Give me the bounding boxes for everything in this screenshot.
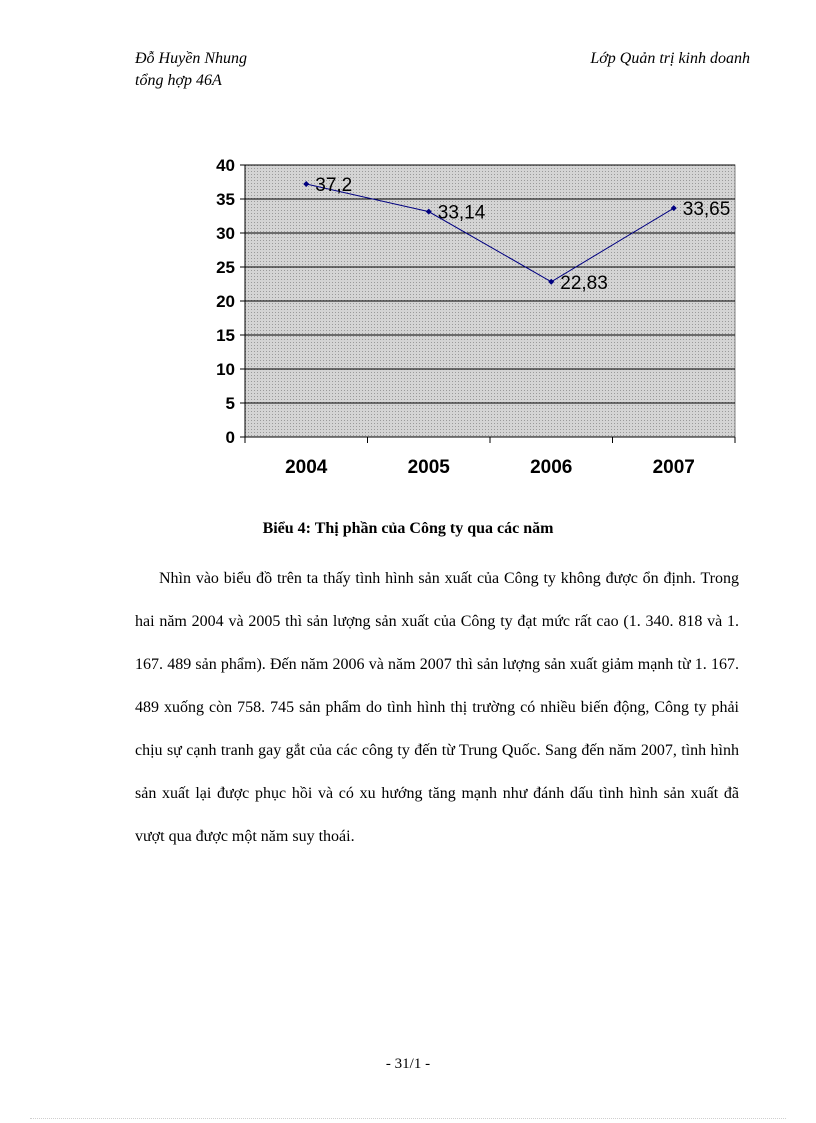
body-text: [135, 557, 739, 858]
header-class: Lớp Quản trị kinh doanh: [590, 50, 750, 67]
y-tick-label: 5: [225, 394, 235, 413]
y-tick-label: 15: [216, 326, 235, 345]
x-tick-label: 2005: [407, 457, 450, 478]
y-tick-label: 20: [216, 292, 235, 311]
bottom-divider: [30, 1118, 786, 1119]
x-tick-label: 2007: [652, 457, 695, 478]
y-tick-label: 30: [216, 224, 235, 243]
y-tick-label: 25: [216, 258, 235, 277]
y-tick-label: 40: [216, 156, 235, 175]
y-tick-label: 35: [216, 190, 235, 209]
header-author: [135, 48, 247, 92]
x-tick-label: 2006: [530, 457, 573, 478]
author-name: Đỗ Huyền Nhung: [135, 50, 247, 67]
data-label: 22,83: [560, 272, 608, 294]
author-class: tổng hợp 46A: [135, 72, 222, 89]
x-tick-label: 2004: [285, 457, 328, 478]
y-tick-label: 10: [216, 360, 235, 379]
page-number: - 31/1 -: [385, 1056, 431, 1072]
body-paragraph: Nhìn vào biểu đồ trên ta thấy tình hình sản xuất của Công ty không được ổn định. Trong hai năm 2004 và 2005 thì sản lượng sản xuất của Công ty đạt mức rất cao (1. 340. 818 và 1. 167. 489 sản phẩm). Đến năm 2006 và năm 2007 thì sản lượng sản xuất giảm mạnh từ 1. 167. 489 xuống còn 758. 745 sản phẩm do tình hình thị trường có nhiều biến động, Công ty phải chịu sự cạnh tranh gay gắt của các công ty đến từ Trung Quốc. Sang đến năm 2007, tình hình sản xuất lại được phục hồi và có xu hướng tăng mạnh như đánh dấu tình hình sản xuất đã vượt qua được một năm suy thoái.: [135, 570, 739, 845]
chart-caption: Biểu 4: Thị phần của Công ty qua các năm: [262, 520, 554, 537]
data-label: 33,14: [437, 202, 486, 224]
data-label: 33,65: [682, 199, 731, 221]
y-tick-label: 0: [225, 428, 235, 447]
data-label: 37,2: [315, 175, 353, 197]
market-share-chart: [200, 150, 760, 490]
